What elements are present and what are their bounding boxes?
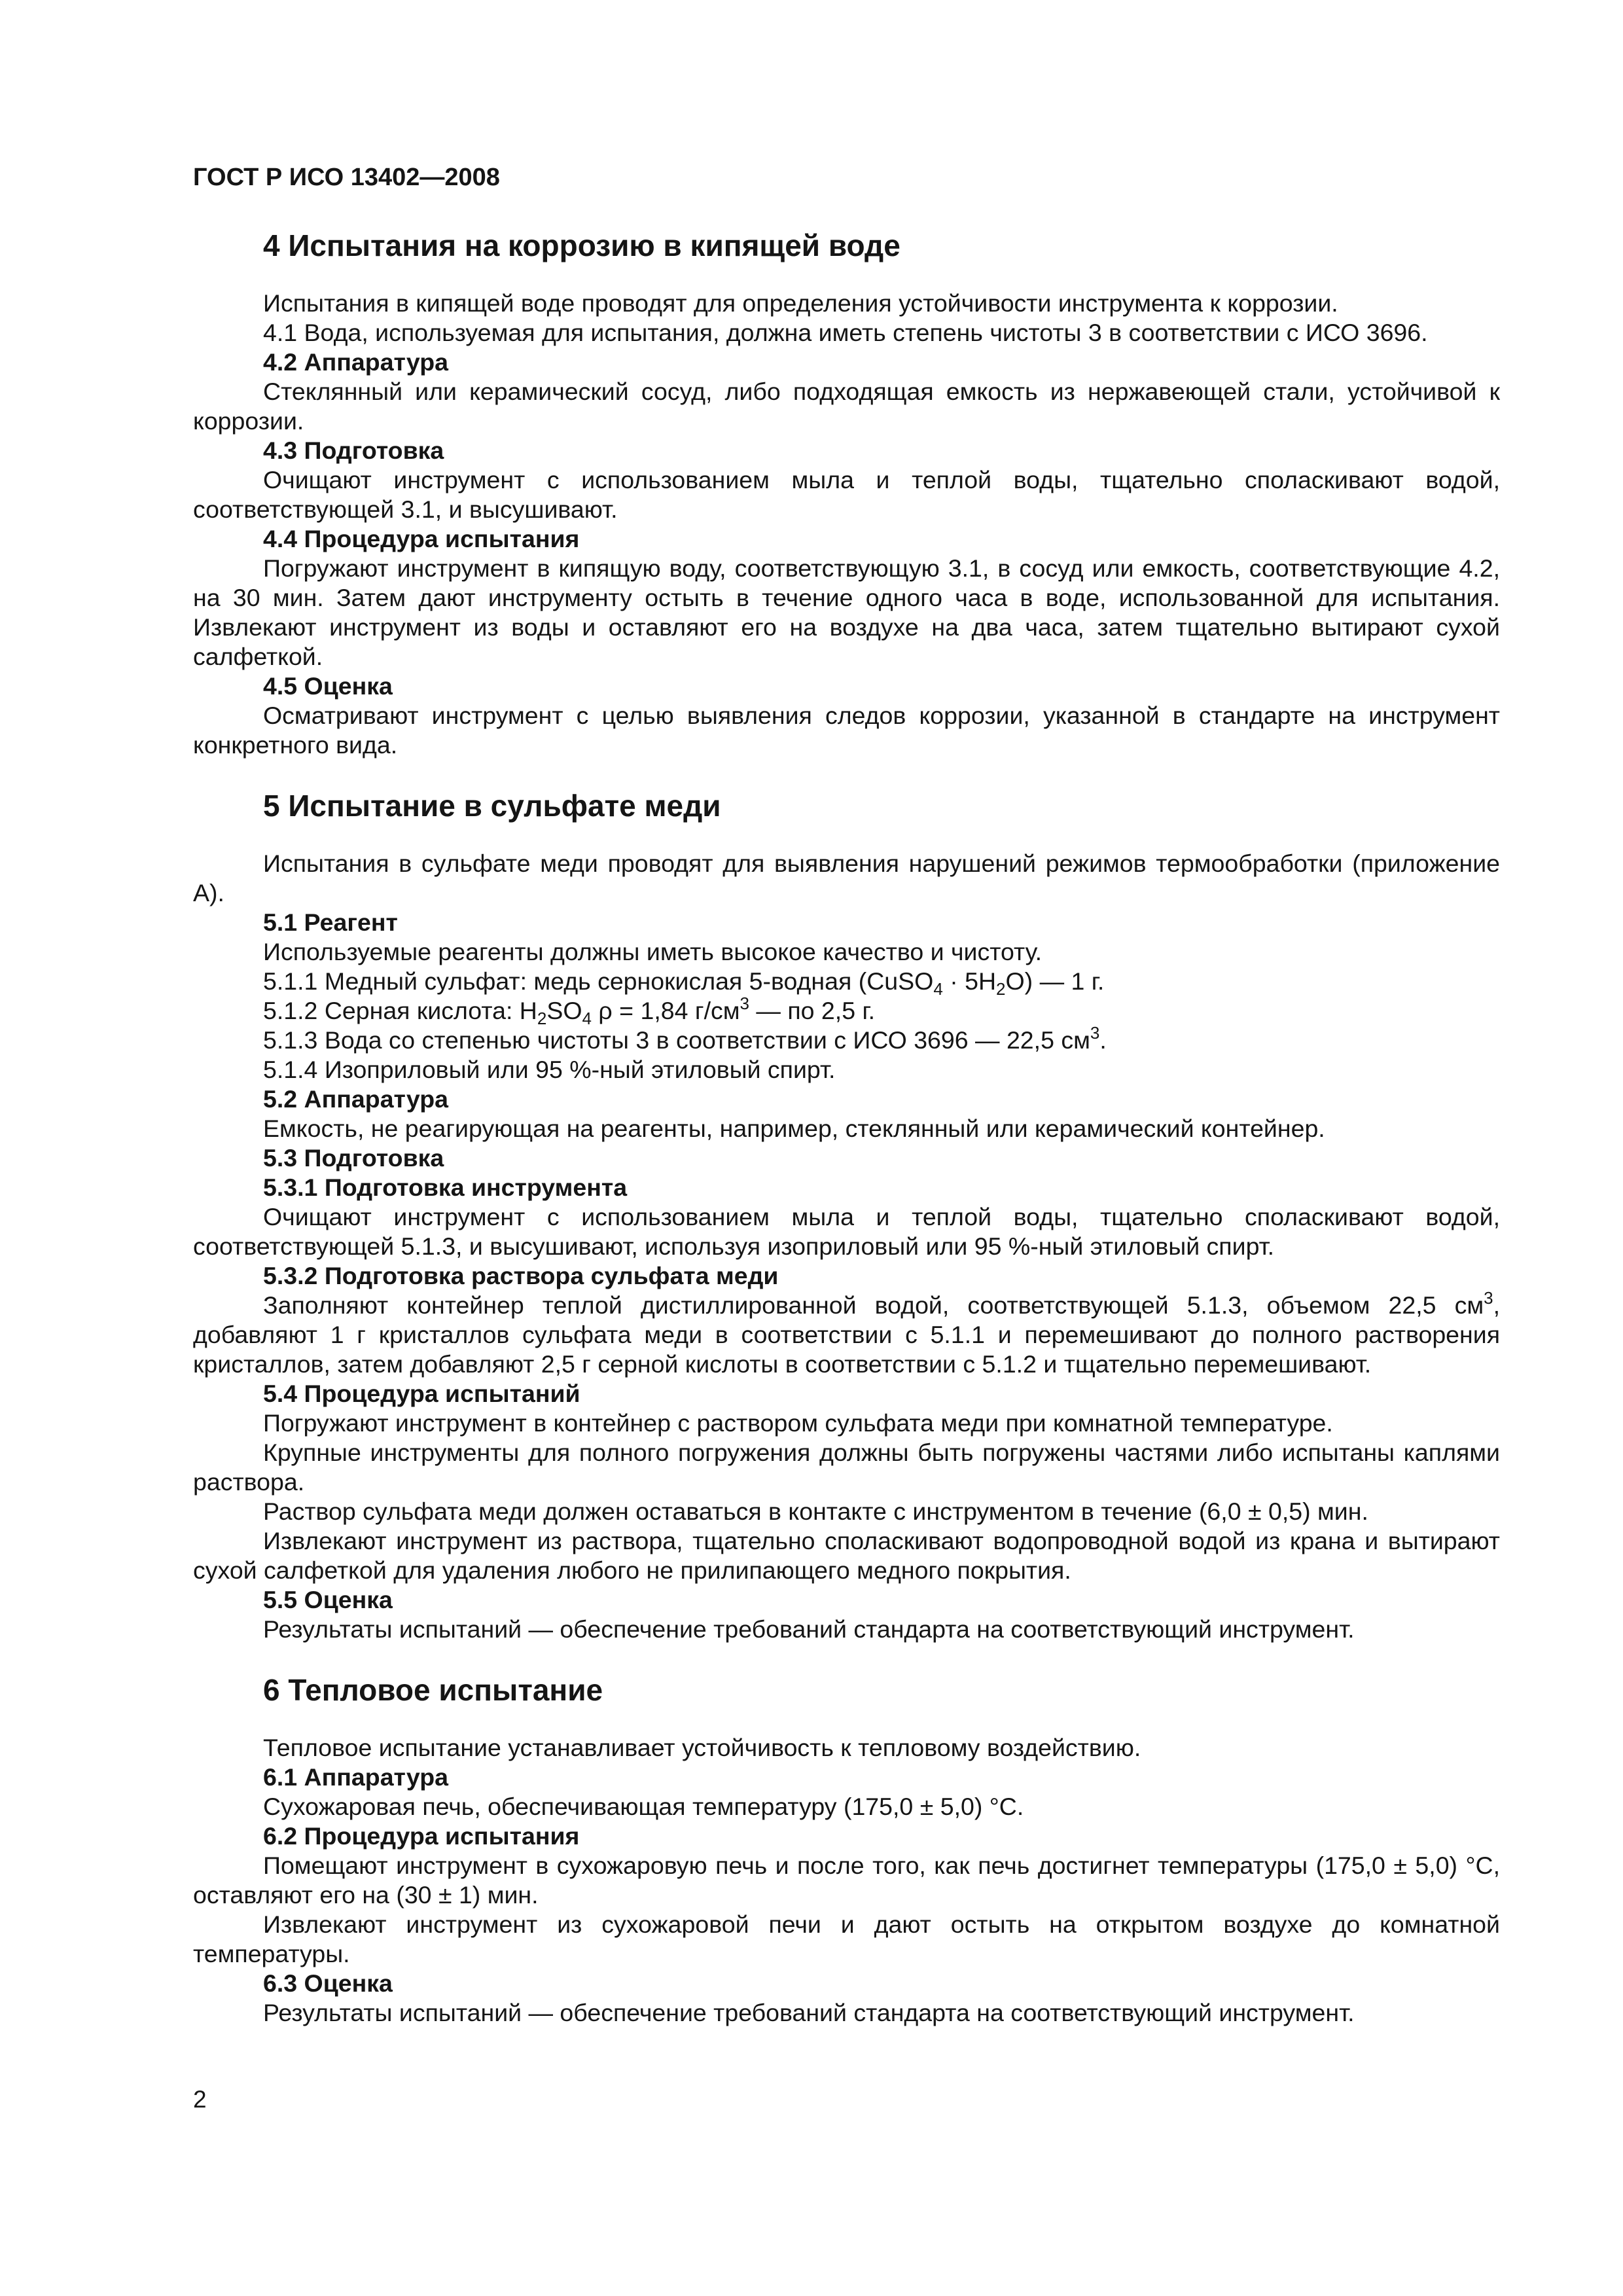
heading-6-3: 6.3 Оценка (263, 1969, 393, 1997)
heading-4-3: 4.3 Подготовка (263, 437, 444, 464)
section-6-intro: Тепловое испытание устанавливает устойчивость к тепловому воздействию. (263, 1734, 1141, 1761)
heading-5-3-2: 5.3.2 Подготовка раствора сульфата меди (263, 1262, 779, 1289)
heading-5-5: 5.5 Оценка (263, 1586, 393, 1613)
heading-5-4: 5.4 Процедура испытаний (263, 1380, 580, 1407)
heading-6-2: 6.2 Процедура испытания (263, 1822, 580, 1850)
heading-5-2: 5.2 Аппаратура (263, 1085, 448, 1113)
heading-5-1: 5.1 Реагент (263, 908, 398, 936)
clause-4-3-text: Очищают инструмент с использованием мыла и теплой воды, тщательно споласкивают водой, соответствующей 3.1, и высушивают. (193, 466, 1500, 523)
clause-6-1-text: Сухожаровая печь, обеспечивающая температуру (175,0 ± 5,0) °С. (263, 1793, 1024, 1820)
clause-5-1-2: 5.1.2 Серная кислота: $H_2SO_4$ ρ = 1,84 $г/см^3$ — по 2,5 г. (263, 994, 875, 1028)
clause-4-5-text: Осматривают инструмент с целью выявления следов коррозии, указанной в стандарте на инструмент конкретного вида. (193, 702, 1500, 759)
clause-5-1-4: 5.1.4 Изоприловый или 95 %-ный этиловый спирт. (263, 1056, 836, 1083)
clause-5-1-1: 5.1.1 Медный сульфат: медь сернокислая 5-водная (CuSO$_4$ · $5H_2O$) — 1 г. (263, 967, 1105, 999)
document-code-header: ГОСТ Р ИСО 13402—2008 (193, 164, 500, 191)
clause-6-2-text-a: Помещают инструмент в сухожаровую печь и после того, как печь достигнет температуры (175,0 ± 5,0) °С, оставляют его на (30 ± 1) мин. (193, 1852, 1500, 1909)
heading-4-5: 4.5 Оценка (263, 672, 393, 700)
clause-4-2-text: Стеклянный или керамический сосуд, либо подходящая емкость из нержавеющей стали, устойчивой к коррозии. (193, 378, 1500, 435)
heading-6-1: 6.1 Аппаратура (263, 1763, 448, 1791)
clause-5-5-text: Результаты испытаний — обеспечение требований стандарта на соответствующий инструмент. (263, 1615, 1355, 1643)
heading-4-2: 4.2 Аппаратура (263, 348, 448, 376)
page-content (193, 226, 1500, 2028)
page-number: 2 (193, 2086, 207, 2113)
clause-5-4-text-b: Крупные инструменты для полного погружения должны быть погружены частями либо испытаны каплями раствора. (193, 1439, 1500, 1496)
clause-5-3-1-text: Очищают инструмент с использованием мыла и теплой воды, тщательно споласкивают водой, соответствующей 5.1.3, и высушивают, используя изоприловый или 95 %-ный этиловый спирт. (193, 1203, 1500, 1260)
clause-4-4-text: Погружают инструмент в кипящую воду, соответствующую 3.1, в сосуд или емкость, соответствующие 4.2, на 30 мин. Затем дают инструменту остыть в течение одного часа в воде, использованной для испытания. Извлекают инструмент из воды и оставляют его на воздухе на два часа, затем тщательно вытирают сухой салфеткой. (193, 554, 1500, 670)
clause-5-1-3: 5.1.3 Вода со степенью чистоты 3 в соответствии с ИСО 3696 — 22,5 $см^3$. (263, 1023, 1107, 1054)
section-5-title: 5 Испытание в сульфате меди (263, 789, 721, 823)
clause-6-3-text: Результаты испытаний — обеспечение требований стандарта на соответствующий инструмент. (263, 1999, 1355, 2026)
clause-5-3-2-text: Заполняют контейнер теплой дистиллированной водой, соответствующей 5.1.3, объемом 22,5 $см^3$, добавляют 1 г кристаллов сульфата меди в соответствии с 5.1.1 и перемешивают до полного растворения кристаллов, затем добавляют 2,5 г серной кислоты в соответствии с 5.1.2 и тщательно перемешивают. (193, 1288, 1500, 1378)
clause-5-4-text-c: Раствор сульфата меди должен оставаться в контакте с инструментом в течение (6,0 ± 0,5) мин. (263, 1498, 1368, 1525)
heading-5-3: 5.3 Подготовка (263, 1144, 444, 1172)
clause-4-1: 4.1 Вода, используемая для испытания, должна иметь степень чистоты 3 в соответствии с ИСО 3696. (263, 319, 1428, 346)
heading-4-4: 4.4 Процедура испытания (263, 525, 580, 552)
heading-5-3-1: 5.3.1 Подготовка инструмента (263, 1174, 628, 1201)
section-4-intro: Испытания в кипящей воде проводят для определения устойчивости инструмента к коррозии. (263, 289, 1338, 317)
section-6-title: 6 Тепловое испытание (263, 1673, 603, 1707)
clause-5-4-text-a: Погружают инструмент в контейнер с раствором сульфата меди при комнатной температуре. (263, 1409, 1333, 1437)
clause-5-1-text: Используемые реагенты должны иметь высокое качество и чистоту. (263, 938, 1043, 965)
clause-6-2-text-b: Извлекают инструмент из сухожаровой печи и дают остыть на открытом воздухе до комнатной температуры. (193, 1910, 1500, 1967)
section-4-title: 4 Испытания на коррозию в кипящей воде (263, 228, 901, 262)
clause-5-4-text-d: Извлекают инструмент из раствора, тщательно споласкивают водопроводной водой из крана и вытирают сухой салфеткой для удаления любого не прилипающего медного покрытия. (193, 1527, 1500, 1584)
section-5-intro: Испытания в сульфате меди проводят для выявления нарушений режимов термообработки (приложение А). (193, 850, 1500, 906)
clause-5-2-text: Емкость, не реагирующая на реагенты, например, стеклянный или керамический контейнер. (263, 1115, 1325, 1142)
